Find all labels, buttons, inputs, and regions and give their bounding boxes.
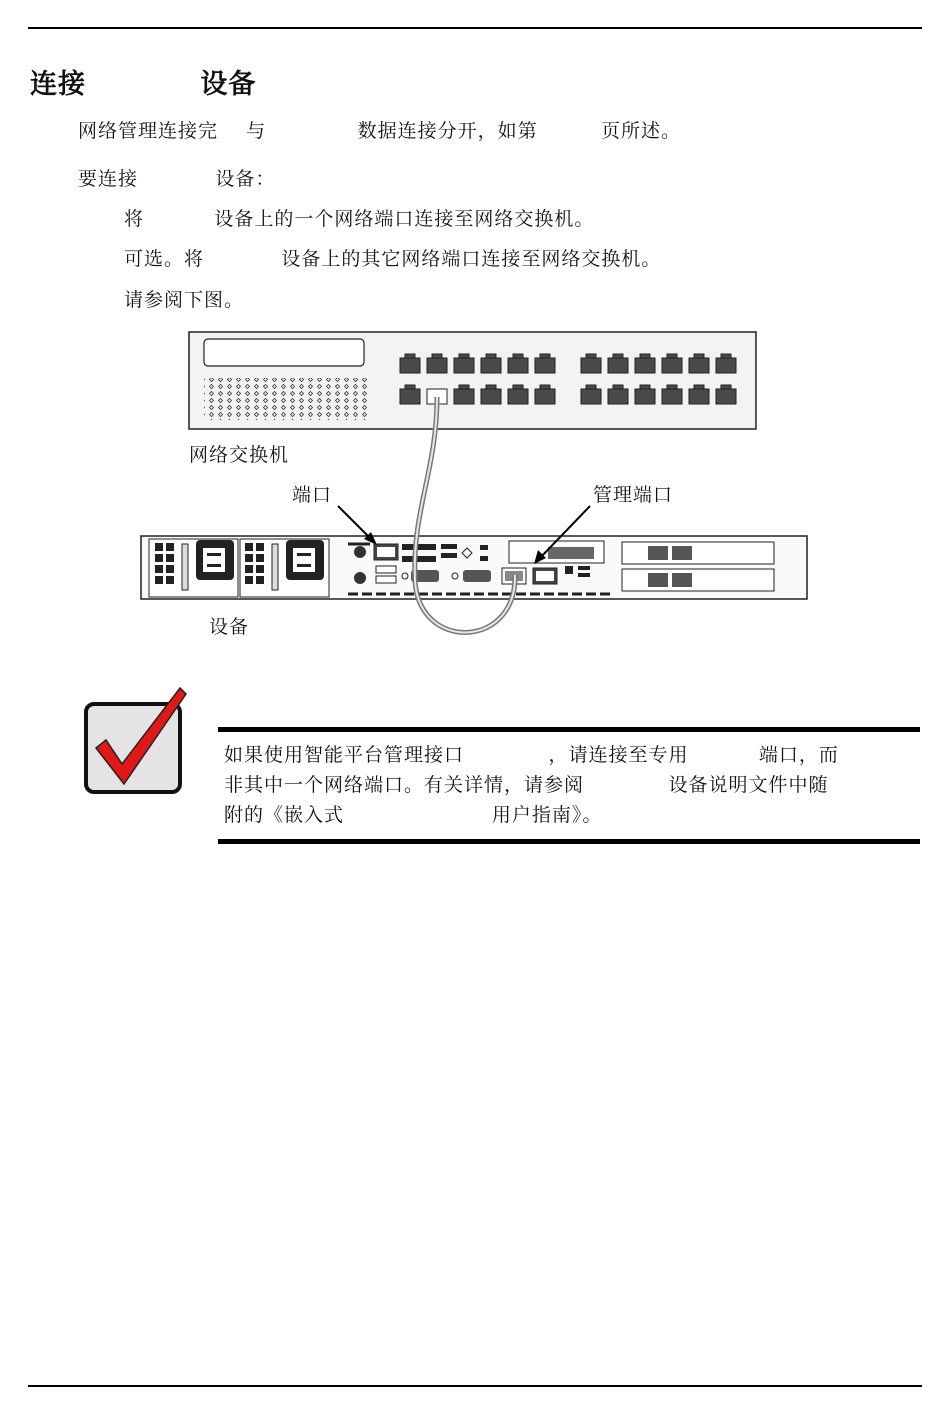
note-line-1: 如果使用智能平台管理接口 ，请连接至专用 端口，而: [224, 744, 839, 766]
step-3: 请参阅下图。: [124, 289, 245, 311]
top-rule: [28, 27, 922, 29]
step-2: 可选。将 设备上的其它网络端口连接至网络交换机。: [124, 248, 662, 270]
intro-paragraph: 网络管理连接完 与 数据连接分开，如第 页所述。: [78, 120, 682, 142]
section-heading: 连接 设备: [30, 69, 257, 100]
network-switch: [189, 332, 756, 429]
note-line-3: 附的《嵌入式 用户指南》。: [224, 804, 603, 826]
diagram-drawing: [0, 320, 950, 650]
checkmark-icon: [82, 686, 192, 798]
step-1: 将 设备上的一个网络端口连接至网络交换机。: [124, 208, 595, 230]
bottom-rule: [28, 1385, 922, 1387]
network-switch-label: 网络交换机: [189, 444, 290, 466]
note-text: [224, 740, 920, 830]
port-label: 端口: [292, 484, 333, 506]
note-top-bar: [218, 727, 920, 732]
steps-intro: 要连接 设备：: [78, 168, 276, 190]
mgmt-port-label: 管理端口: [593, 484, 674, 506]
note-line-2: 非其中一个网络端口。有关详情，请参阅 设备说明文件中随: [224, 774, 829, 796]
appliance-rear-panel: [141, 536, 807, 599]
connection-diagram: [0, 320, 950, 650]
device-label: 设备: [209, 616, 250, 638]
note-bottom-bar: [218, 839, 920, 844]
